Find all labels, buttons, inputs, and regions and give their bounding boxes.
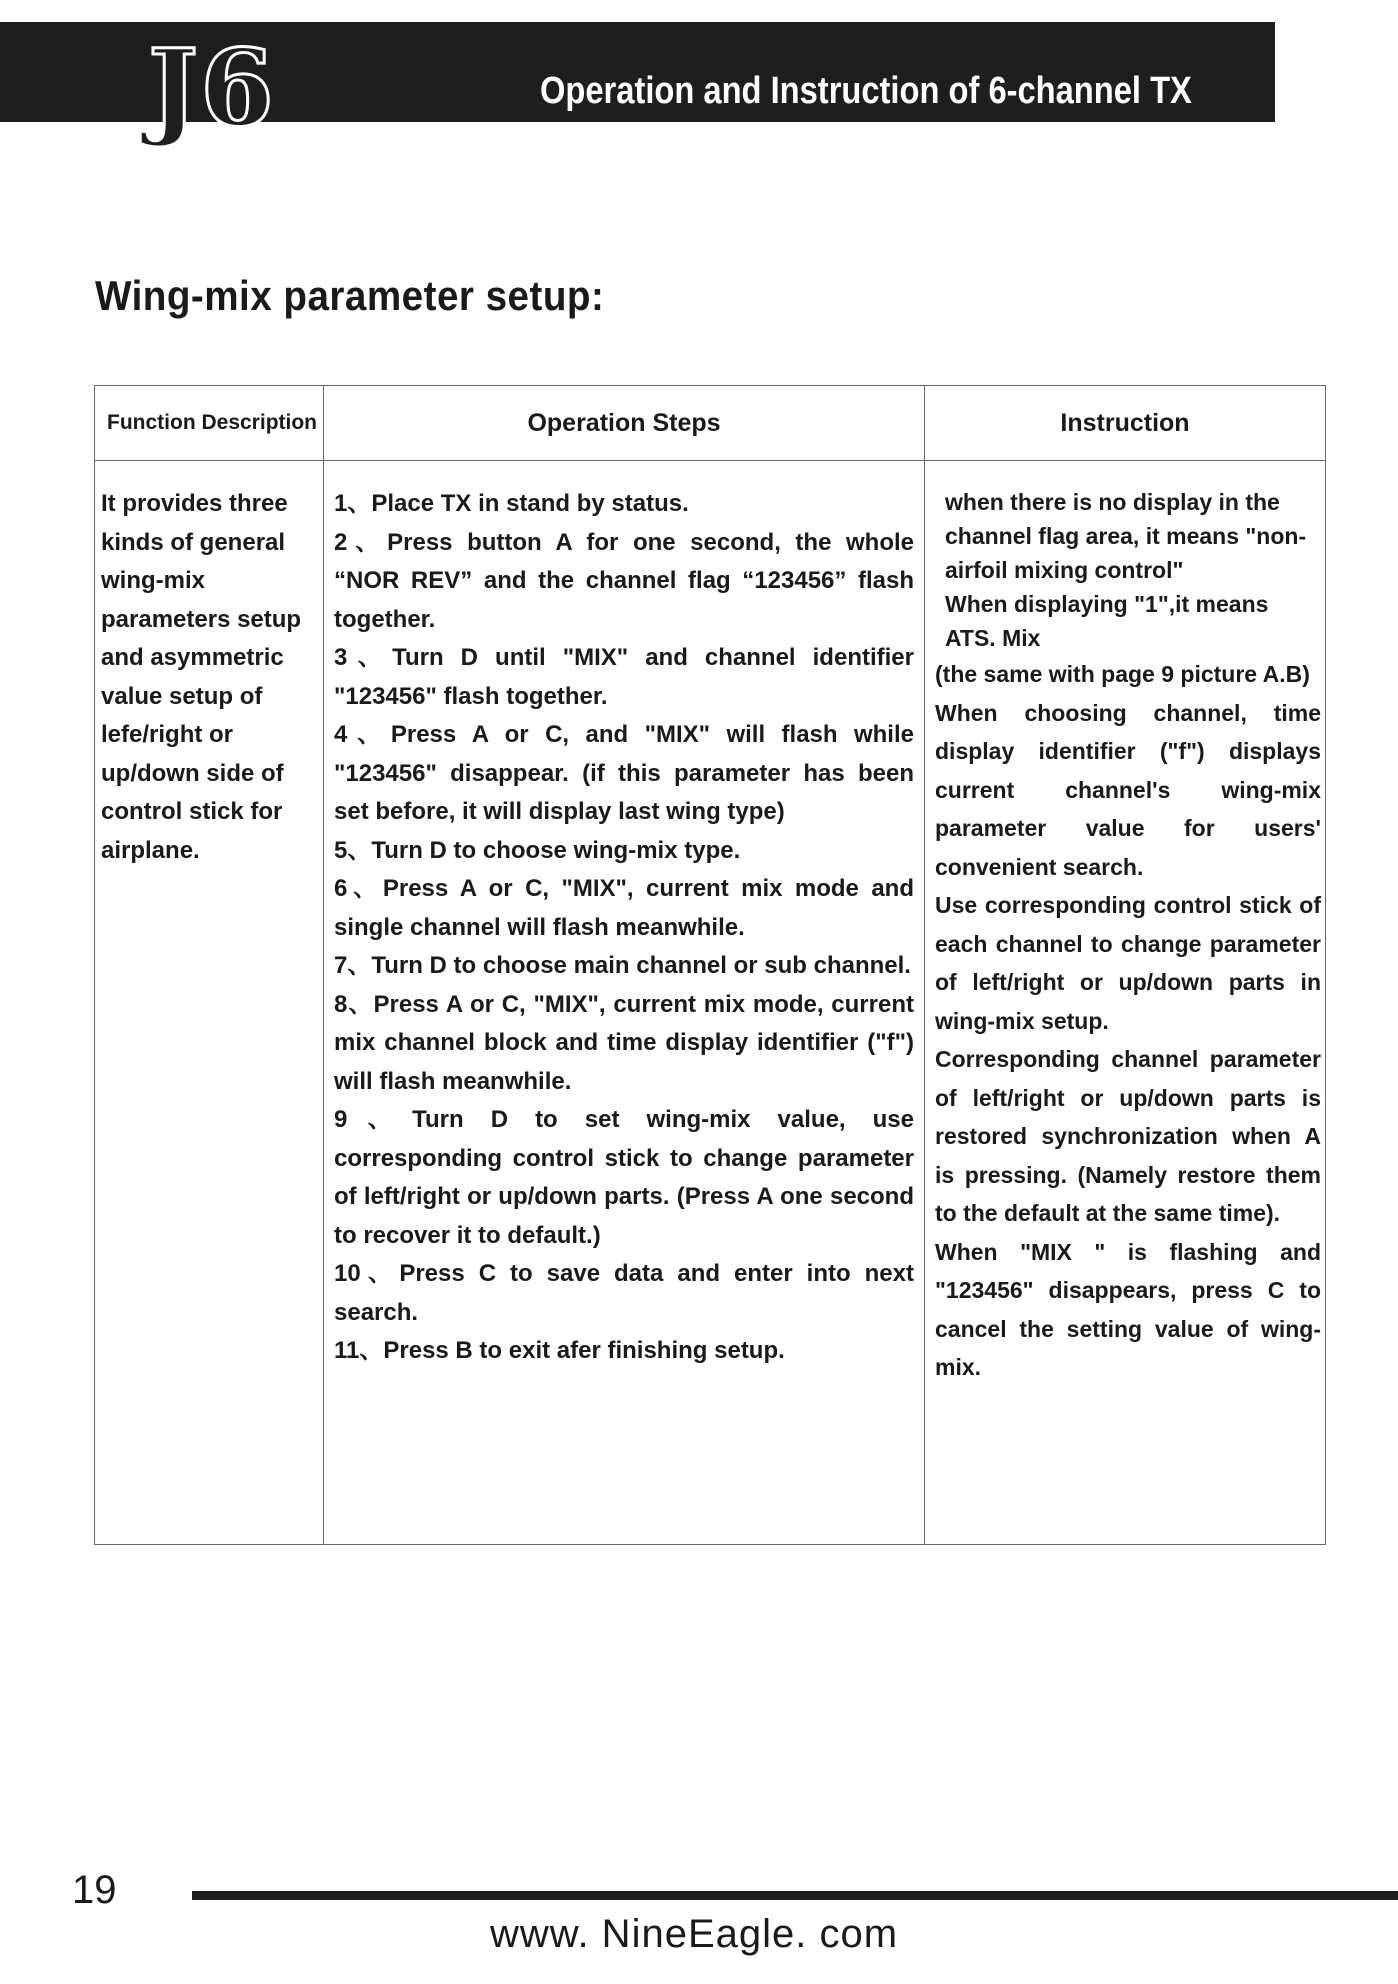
step-8: 8、Press A or C, "MIX", current mix mode, current mix channel block and time display identifier ("f") will flash meanwhile. (334, 990, 914, 1095)
step-3: 3、Turn D until "MIX" and channel identifier "123456" flash together. (334, 644, 914, 710)
step-6: 6、Press A or C, "MIX", current mix mode and single channel will flash meanwhile. (334, 875, 914, 941)
section-title: Wing-mix parameter setup: (95, 272, 605, 319)
column-header-function: Function Description (95, 386, 324, 461)
instruction-cell (925, 461, 1326, 1545)
step-1: 1、Place TX in stand by status. (334, 490, 689, 517)
instruction-1: when there is no display in the channel flag area, it means "non-airfoil mixing control" (945, 489, 1307, 583)
instruction-6: Corresponding channel parameter of left/right or up/down parts is restored synchronization when A is pressing. (Namely restore them to the default at the same time). (935, 1046, 1321, 1226)
step-4: 4、Press A or C, and "MIX" will flash while "123456" disappear. (if this parameter has been set before, it will display last wing type) (334, 721, 914, 825)
footer-website: www. NineEagle. com (490, 1912, 899, 1956)
page-number: 19 (72, 1868, 117, 1912)
instruction-display-note (935, 485, 1321, 655)
wing-mix-table (94, 385, 1326, 1545)
instruction-2: When displaying "1",it means ATS. Mix (945, 591, 1269, 651)
header-bar (0, 22, 1275, 150)
header-title: Operation and Instruction of 6-channel TX (540, 70, 1192, 112)
operation-steps-cell (324, 461, 925, 1545)
step-11: 11、Press B to exit afer finishing setup. (334, 1337, 785, 1364)
step-7: 7、Turn D to choose main channel or sub channel. (334, 952, 911, 979)
step-10: 10、Press C to save data and enter into next search. (334, 1260, 914, 1326)
step-2: 2、Press button A for one second, the whole “NOR REV” and the channel flag “123456” flash together. (334, 528, 914, 633)
function-description-cell: It provides three kinds of general wing-mix parameters setup and asymmetric value setup of lefe/right or up/down side of control stick for airplane. (95, 461, 324, 1545)
table-row (95, 461, 1326, 1545)
step-5: 5、Turn D to choose wing-mix type. (334, 836, 741, 864)
column-header-instruction: Instruction (925, 386, 1326, 461)
instruction-7: When "MIX " is flashing and "123456" disappears, press C to cancel the setting value of wing-mix. (935, 1238, 1321, 1380)
brand-logo: J6 (148, 25, 276, 150)
footer-divider (192, 1891, 1398, 1900)
instruction-4: When choosing channel, time display identifier ("f") displays current channel's wing-mix parameter value for users' convenient search. (935, 699, 1321, 880)
column-header-operation-steps: Operation Steps (324, 386, 925, 461)
instruction-5: Use corresponding control stick of each channel to change parameter of left/right or up/down parts in wing-mix setup. (935, 892, 1321, 1034)
step-9: 9、Turn D to set wing-mix value, use corresponding control stick to change parameter of left/right or up/down parts. (Press A one second to recover it to default.) (334, 1106, 914, 1249)
table-header-row (95, 386, 1326, 461)
instruction-3: (the same with page 9 picture A.B) (935, 661, 1310, 687)
